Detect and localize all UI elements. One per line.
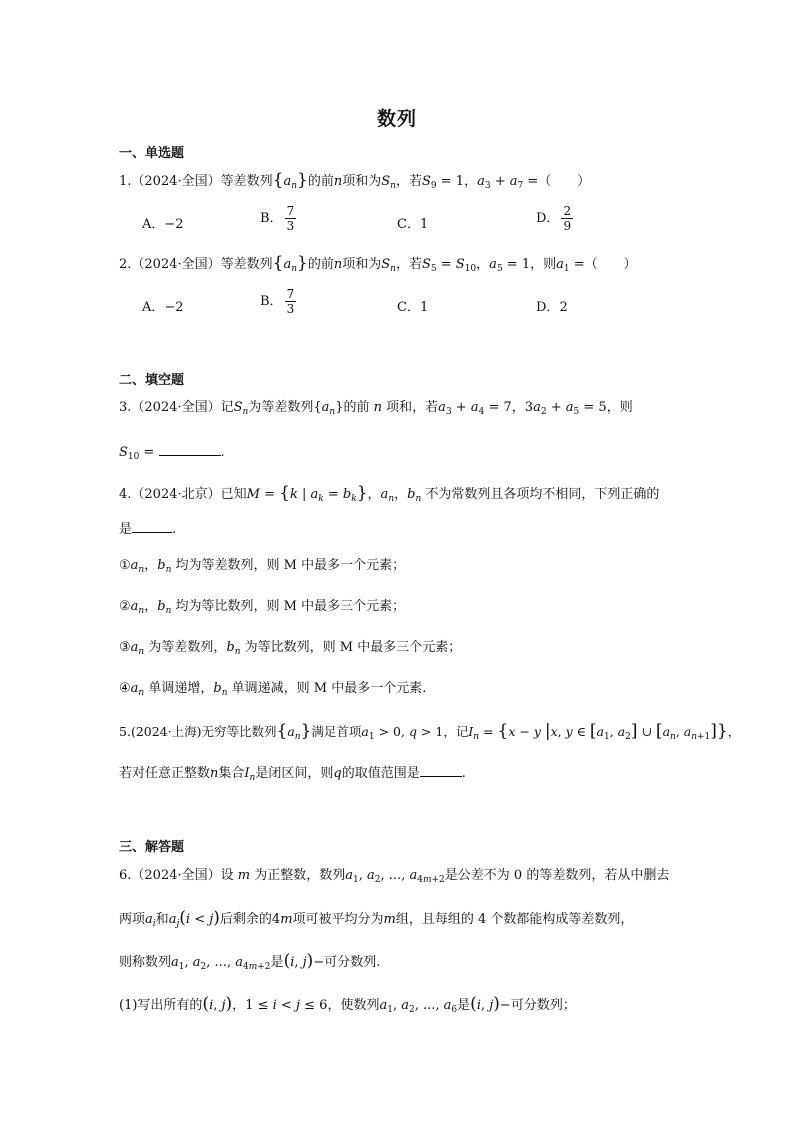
question-4-item-4: $④a_n$ 单调递增，$b_n$ 单调递减，则 M 中最多一个元素. bbox=[119, 681, 427, 698]
question-4-item-3: $③a_n$ 为等差数列，$b_n$ 为等比数列，则 M 中最多三个元素； bbox=[119, 640, 462, 657]
question-3: 3.（2024·全国）记$S_n$为等差数列$\{a_n\}$的前 n 项和，若$a_3 + a_4 = 7$，$3a_2 + a_5 = 5$，则 bbox=[119, 400, 633, 417]
question-source: （2024·全国） bbox=[131, 257, 221, 272]
answer-blank[interactable] bbox=[132, 518, 172, 533]
question-source: （2024·北京） bbox=[131, 487, 221, 502]
question-1: 1.（2024·全国）等差数列$\{a_n\}$的前n项和为$S_n$，若$S_9 = 1$，$a_3 + a_7$ =（ ） bbox=[119, 170, 591, 191]
answer-parentheses: （ ） bbox=[584, 257, 637, 272]
question-3-answer-line: $S_{10}$ = . bbox=[119, 441, 225, 467]
q1-option-d: D． $\frac{2}{9}$ bbox=[536, 204, 572, 233]
q2-option-b: B． $\frac{7}{3}$ bbox=[260, 287, 295, 316]
question-source: （2024·全国） bbox=[131, 400, 221, 415]
question-number: 2. bbox=[119, 257, 132, 272]
question-5-line-2: 若对任意正整数n集合$I_n$是闭区间，则q的取值范围是 . bbox=[119, 762, 466, 788]
question-6-line-3: 则称数列$a_1$, $a_2$, ..., $a_{4m+2}$是(i, j)−可分数列. bbox=[119, 951, 381, 972]
question-number: 3. bbox=[119, 400, 132, 415]
question-number: 4. bbox=[119, 487, 132, 502]
question-6: 6.（2024·全国）设 m 为正整数，数列$a_1$, $a_2$, ..., $a_{4m+2}$是公差不为 0 的等差数列，若从中删去 bbox=[119, 868, 670, 885]
section-heading-single-choice: 一、单选题 bbox=[119, 146, 185, 161]
question-number: 6. bbox=[119, 868, 132, 883]
question-4-item-2: $②a_n$，$b_n$ 均为等比数列，则 M 中最多三个元素； bbox=[119, 599, 406, 616]
q1-option-b: B． $\frac{7}{3}$ bbox=[260, 204, 295, 233]
question-6-part-1: (1)写出所有的(i, j)，1 ≤ i < j ≤ 6，使数列$a_1$, $a_2$, ..., $a_6$是(i, j)−可分数列； bbox=[119, 994, 576, 1015]
q2-option-a: A．−2 bbox=[142, 300, 184, 315]
page-title: 数列 bbox=[376, 108, 417, 130]
q2-option-c: C．1 bbox=[397, 300, 429, 315]
question-source: （2024·全国） bbox=[131, 174, 221, 189]
q2-option-d: D．2 bbox=[536, 300, 568, 315]
question-4: 4.（2024·北京）已知M = {k | $a_k = b_k$}，$a_n$，$b_n$ 不为常数列且各项均不相同，下列正确的 bbox=[119, 483, 660, 504]
answer-parentheses: （ ） bbox=[538, 174, 591, 189]
answer-blank[interactable] bbox=[420, 762, 462, 777]
section-heading-solution: 三、解答题 bbox=[119, 840, 185, 855]
answer-blank[interactable] bbox=[159, 441, 221, 456]
question-number: 5. bbox=[119, 724, 131, 739]
q1-option-a: A．−2 bbox=[142, 217, 184, 232]
question-4-item-1: $①a_n$，$b_n$ 均为等差数列，则 M 中最多一个元素； bbox=[119, 558, 406, 575]
question-4-line-2: 是 . bbox=[119, 518, 176, 540]
question-6-line-2: 两项$a_i$和$a_j(i < j)$后剩余的4m项可被平均分为m组，且每组的 4 个数都能构成等差数列， bbox=[119, 908, 634, 929]
q1-option-c: C．1 bbox=[397, 217, 429, 232]
question-source: (2024·上海) bbox=[130, 724, 202, 739]
question-number: 1. bbox=[119, 174, 132, 189]
question-2: 2.（2024·全国）等差数列$\{a_n\}$的前n项和为$S_n$，若$S_5 = S_{10}$，$a_5 = 1$，则$a_1$ =（ ） bbox=[119, 253, 637, 274]
question-source: （2024·全国） bbox=[131, 868, 221, 883]
section-heading-fill-blank: 二、填空题 bbox=[119, 373, 185, 388]
question-5: 5.(2024·上海)无穷等比数列$\{a_n\}$满足首项$a_1 > 0$, q > 1，记$I_n = \{x - y$ |x, y ∈ [$a_1$, $a_2$] ∪ [$a_n$, $a_{n+1}$]}， bbox=[119, 721, 741, 742]
